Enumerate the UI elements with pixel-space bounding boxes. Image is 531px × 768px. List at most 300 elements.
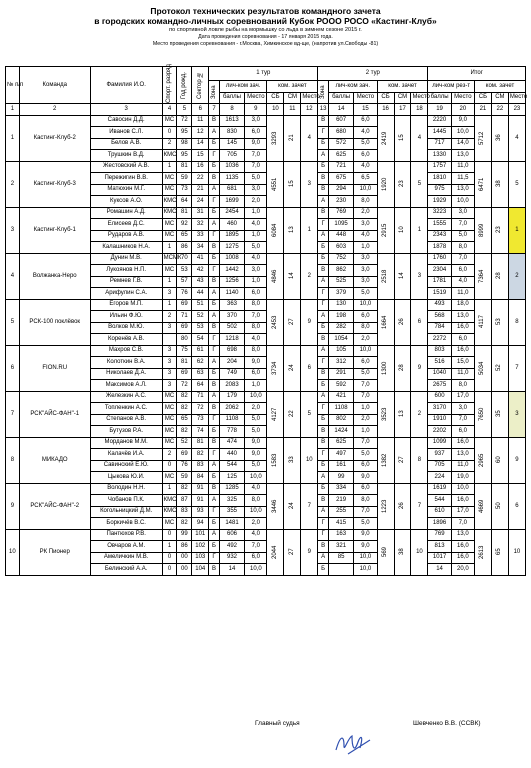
member-sector: 53 — [192, 322, 209, 334]
balls-1: 2062 — [219, 403, 244, 415]
member-sector: 73 — [192, 414, 209, 426]
balls-1: 1135 — [219, 173, 244, 185]
zone-2: Б — [318, 460, 329, 472]
team-name: Волжанка-Неро — [19, 253, 90, 299]
team-sb-2: 2419 — [377, 115, 394, 161]
total-place: 7,0 — [451, 414, 474, 426]
total-place: 19,0 — [451, 472, 474, 484]
place-1: 4,0 — [245, 483, 267, 495]
place-1: 8,0 — [245, 495, 267, 507]
column-number: 7 — [209, 104, 220, 116]
member-rank: КМС — [162, 506, 177, 518]
total-place: 6,0 — [451, 426, 474, 438]
total-place: 13,0 — [451, 449, 474, 461]
judge-signature-icon — [330, 728, 380, 758]
total-balls: 1760 — [428, 253, 451, 265]
member-year: 95 — [177, 127, 192, 139]
member-sector: 14 — [192, 138, 209, 150]
place-2: 6,0 — [354, 311, 377, 323]
column-number: 13 — [318, 104, 329, 116]
total-place: 17,0 — [451, 391, 474, 403]
zone-2: В — [318, 265, 329, 277]
team-place-2: 3 — [411, 253, 428, 299]
member-name: Бутузов Р.А. — [90, 426, 162, 438]
member-name: Боркичёв В.С. — [90, 518, 162, 530]
place-2: 7,0 — [354, 506, 377, 518]
zone-1: Б — [209, 541, 220, 553]
place-2: 1,0 — [354, 242, 377, 254]
member-sector: 21 — [192, 184, 209, 196]
team-place-1: 1 — [301, 207, 318, 253]
balls-2: 99 — [328, 472, 353, 484]
team-sm-total: 60 — [491, 437, 508, 483]
place-2: 2,0 — [354, 334, 377, 346]
col-year: Год рожд. — [177, 67, 192, 104]
col-sb-2: СБ — [377, 92, 394, 104]
place-1: 7,0 — [245, 161, 267, 173]
member-year: 72 — [177, 380, 192, 392]
zone-1: А — [209, 460, 220, 472]
place-2: 7,0 — [354, 437, 377, 449]
balls-2: 294 — [328, 184, 353, 196]
member-year: 76 — [177, 288, 192, 300]
member-rank: 2 — [162, 449, 177, 461]
member-name: Топленкин А.С. — [90, 403, 162, 415]
col-name: Фамилия И.О. — [90, 67, 162, 104]
document-header — [0, 0, 531, 48]
total-balls: 600 — [428, 391, 451, 403]
zone-1: Г — [209, 334, 220, 346]
total-balls: 1519 — [428, 288, 451, 300]
team-sm-2: 27 — [394, 437, 411, 483]
member-sector: 44 — [192, 288, 209, 300]
zone-2: Г — [318, 357, 329, 369]
zone-1: Г — [209, 449, 220, 461]
member-sector: 32 — [192, 219, 209, 231]
team-final-place: 4 — [508, 115, 525, 161]
total-balls: 2220 — [428, 115, 451, 127]
member-rank: КМС — [162, 196, 177, 208]
team-sm-total: 23 — [491, 207, 508, 253]
member-sector: 43 — [192, 276, 209, 288]
member-year: 86 — [177, 242, 192, 254]
col-tour2: 2 тур — [318, 67, 428, 81]
place-2: 2,0 — [354, 414, 377, 426]
total-place: 10,0 — [451, 127, 474, 139]
zone-2: Г — [318, 288, 329, 300]
zone-2: В — [318, 426, 329, 438]
total-balls: 1619 — [428, 483, 451, 495]
total-balls: 3223 — [428, 207, 451, 219]
total-place: 10,0 — [451, 483, 474, 495]
member-name: Жестовский А.В. — [90, 161, 162, 173]
column-number: 20 — [451, 104, 474, 116]
team-sm-total: 35 — [491, 391, 508, 437]
place-1: 7,0 — [245, 150, 267, 162]
total-balls: 2272 — [428, 334, 451, 346]
total-place: 7,0 — [451, 253, 474, 265]
zone-2: Г — [318, 127, 329, 139]
member-year: 69 — [177, 449, 192, 461]
team-place-2: 10 — [411, 529, 428, 575]
team-sm-total: 38 — [491, 161, 508, 207]
place-1: 1,0 — [245, 230, 267, 242]
member-rank: МС — [162, 472, 177, 484]
member-name: Морданов М.М. — [90, 437, 162, 449]
member-sector: 104 — [192, 564, 209, 576]
balls-1: 705 — [219, 150, 244, 162]
member-rank: 1 — [162, 541, 177, 553]
zone-2: Г — [318, 529, 329, 541]
zone-1: Б — [209, 253, 220, 265]
member-sector: 102 — [192, 541, 209, 553]
total-place: 3,0 — [451, 403, 474, 415]
total-balls: 1910 — [428, 414, 451, 426]
column-number: 5 — [177, 104, 192, 116]
column-number: 15 — [354, 104, 377, 116]
team-place-2: 7 — [411, 483, 428, 529]
zone-1: В — [209, 380, 220, 392]
place-1: 3,0 — [245, 184, 267, 196]
member-rank: 3 — [162, 322, 177, 334]
member-sector: 42 — [192, 265, 209, 277]
total-balls: 610 — [428, 506, 451, 518]
zone-1: А — [209, 357, 220, 369]
balls-1: 363 — [219, 299, 244, 311]
total-balls: 769 — [428, 529, 451, 541]
team-place-1: 5 — [301, 391, 318, 437]
team-place-1: 10 — [301, 437, 318, 483]
member-sector: 91 — [192, 483, 209, 495]
team-number: 4 — [6, 253, 20, 299]
table-row — [6, 207, 526, 219]
place-2: 6,5 — [354, 173, 377, 185]
member-rank: 1 — [162, 161, 177, 173]
col-place-2: Место — [354, 92, 377, 104]
col-personal-1: лич-ком зач. — [219, 81, 267, 93]
team-number: 1 — [6, 115, 20, 161]
col-sb-1: СБ — [267, 92, 284, 104]
member-rank: КМС — [162, 150, 177, 162]
total-balls: 2202 — [428, 426, 451, 438]
total-balls: 3170 — [428, 403, 451, 415]
member-sector: 81 — [192, 437, 209, 449]
zone-2: А — [318, 391, 329, 403]
balls-2: 525 — [328, 276, 353, 288]
member-name: Иванов С.Л. — [90, 127, 162, 139]
total-place: 16,0 — [451, 345, 474, 357]
team-sm-total: 28 — [491, 253, 508, 299]
team-place-1: 4 — [301, 115, 318, 161]
member-sector: 103 — [192, 552, 209, 564]
total-place: 11,0 — [451, 161, 474, 173]
total-place: 18,0 — [451, 299, 474, 311]
zone-2: Б — [318, 242, 329, 254]
balls-2: 603 — [328, 242, 353, 254]
place-2: 5,0 — [354, 449, 377, 461]
document-title: Протокол технических результатов командного зачета — [150, 6, 381, 16]
balls-1: 14 — [219, 564, 244, 576]
balls-1: 1275 — [219, 242, 244, 254]
member-rank: МС — [162, 173, 177, 185]
zone-1: В — [209, 115, 220, 127]
header-line-2: в городских командно-личных соревнований Кубок РООО РОСО «Кастинг-Клуб» — [94, 16, 437, 26]
total-balls: 224 — [428, 472, 451, 484]
total-balls: 1445 — [428, 127, 451, 139]
team-sm-1: 15 — [284, 161, 301, 207]
member-year: 87 — [177, 495, 192, 507]
team-sb-2: 2915 — [377, 207, 394, 253]
balls-1: 125 — [219, 472, 244, 484]
total-place: 15,0 — [451, 357, 474, 369]
zone-1: В — [209, 403, 220, 415]
member-rank — [162, 334, 177, 346]
team-name: МИКАДО — [19, 437, 90, 483]
zone-2: Г — [318, 219, 329, 231]
zone-2: А — [318, 345, 329, 357]
column-number: 3 — [90, 104, 162, 116]
col-place-1: Место — [245, 92, 267, 104]
table-row — [6, 253, 526, 265]
col-zone-1: Зона — [209, 81, 220, 104]
member-rank: МС — [162, 230, 177, 242]
member-sector: 61 — [192, 345, 209, 357]
member-sector: 22 — [192, 173, 209, 185]
team-sm-total: 50 — [491, 483, 508, 529]
zone-1: Г — [209, 414, 220, 426]
place-1: 5,0 — [245, 460, 267, 472]
team-sm-1: 27 — [284, 299, 301, 345]
zone-1: Г — [209, 345, 220, 357]
zone-2: В — [318, 541, 329, 553]
total-balls: 1099 — [428, 437, 451, 449]
col-teamscore-t: ком. зачет — [474, 81, 525, 93]
team-final-place: 3 — [508, 391, 525, 437]
member-name: Ромашин А.Д. — [90, 207, 162, 219]
team-sm-2: 14 — [394, 253, 411, 299]
member-name: Белов А.В. — [90, 138, 162, 150]
total-place: 5,0 — [451, 230, 474, 242]
total-balls: 1896 — [428, 518, 451, 530]
place-2: 3,0 — [354, 219, 377, 231]
team-place-2: 6 — [411, 299, 428, 345]
total-balls: 1040 — [428, 368, 451, 380]
member-rank: МС — [162, 437, 177, 449]
place-1: 7,0 — [245, 541, 267, 553]
col-sm-1: СМ — [284, 92, 301, 104]
member-name: Егоров М.П. — [90, 299, 162, 311]
zone-2: Б — [318, 322, 329, 334]
zone-1: А — [209, 311, 220, 323]
total-balls: 1555 — [428, 219, 451, 231]
member-year: 99 — [177, 529, 192, 541]
zone-2: Б — [318, 380, 329, 392]
col-personal-2: лич-ком зач. — [328, 81, 377, 93]
column-number: 1 — [6, 104, 20, 116]
team-name: Кастинг-Клуб-2 — [19, 115, 90, 161]
member-year: 95 — [177, 150, 192, 162]
team-sm-total: 65 — [491, 529, 508, 575]
team-sb-1: 3734 — [267, 345, 284, 391]
balls-2: 105 — [328, 345, 353, 357]
column-number: 8 — [219, 104, 244, 116]
team-final-place: 7 — [508, 345, 525, 391]
member-rank: МС — [162, 265, 177, 277]
table-row — [6, 391, 526, 403]
column-number: 9 — [245, 104, 267, 116]
member-year: 57 — [177, 276, 192, 288]
total-place: 11,0 — [451, 460, 474, 472]
place-1: 4,0 — [245, 334, 267, 346]
member-name: Коренёв А.В. — [90, 334, 162, 346]
member-year: 82 — [177, 426, 192, 438]
balls-1: 1218 — [219, 334, 244, 346]
team-name: Кастинг-Клуб-3 — [19, 161, 90, 207]
member-year: 86 — [177, 541, 192, 553]
team-sm-total: 36 — [491, 115, 508, 161]
team-sb-total: 5712 — [474, 115, 491, 161]
member-year: 72 — [177, 115, 192, 127]
member-name: Овчаров А.М. — [90, 541, 162, 553]
total-balls: 705 — [428, 460, 451, 472]
member-sector: 101 — [192, 529, 209, 541]
team-sm-1: 14 — [284, 253, 301, 299]
place-1: 8,0 — [245, 322, 267, 334]
team-name: РСК"АЙС-ФАН"-2 — [19, 483, 90, 529]
place-1: 2,0 — [245, 518, 267, 530]
column-number: 10 — [267, 104, 284, 116]
zone-2: Б — [318, 253, 329, 265]
total-balls: 1757 — [428, 161, 451, 173]
place-2: 6,0 — [354, 483, 377, 495]
place-2: 8,0 — [354, 495, 377, 507]
zone-1: Б — [209, 138, 220, 150]
member-sector: 63 — [192, 368, 209, 380]
team-sm-total: 52 — [491, 345, 508, 391]
team-place-2: 2 — [411, 391, 428, 437]
team-place-2: 5 — [411, 161, 428, 207]
zone-1: А — [209, 184, 220, 196]
zone-2: А — [318, 311, 329, 323]
team-sb-total: 2965 — [474, 437, 491, 483]
column-number-row — [6, 104, 526, 116]
place-1: 6,0 — [245, 288, 267, 300]
total-place: 11,0 — [451, 288, 474, 300]
balls-1: 492 — [219, 541, 244, 553]
place-1: 4,0 — [245, 529, 267, 541]
place-2: 6,0 — [354, 115, 377, 127]
balls-2: 572 — [328, 138, 353, 150]
place-2: 6,0 — [354, 460, 377, 472]
place-1: 9,0 — [245, 437, 267, 449]
member-year: 82 — [177, 403, 192, 415]
zone-2: Г — [318, 403, 329, 415]
zone-1: В — [209, 173, 220, 185]
zone-1: Б — [209, 426, 220, 438]
table-row — [6, 345, 526, 357]
zone-2: А — [318, 472, 329, 484]
balls-2: 219 — [328, 495, 353, 507]
balls-1: 1256 — [219, 276, 244, 288]
zone-2: В — [318, 115, 329, 127]
total-place: 13,0 — [451, 184, 474, 196]
col-balls-1: баллы — [219, 92, 244, 104]
column-number: 17 — [394, 104, 411, 116]
zone-1: Г — [209, 552, 220, 564]
member-name: Николаев Д.А. — [90, 368, 162, 380]
member-name: Чобанов П.К. — [90, 495, 162, 507]
total-place: 4,0 — [451, 276, 474, 288]
place-2: 9,0 — [354, 472, 377, 484]
balls-2: 752 — [328, 253, 353, 265]
member-name: Рударов А.В. — [90, 230, 162, 242]
team-name: РСК"АЙС-ФАН"-1 — [19, 391, 90, 437]
total-place: 11,5 — [451, 173, 474, 185]
team-sm-2: 23 — [394, 161, 411, 207]
balls-2: 721 — [328, 161, 353, 173]
place-1: 9,0 — [245, 138, 267, 150]
balls-1: 1140 — [219, 288, 244, 300]
total-place: 10,0 — [451, 196, 474, 208]
total-balls: 2675 — [428, 380, 451, 392]
total-place: 13,0 — [451, 311, 474, 323]
col-sector: Сектор № — [192, 67, 209, 104]
col-tplace-t: Место — [508, 92, 525, 104]
team-number: 9 — [6, 483, 20, 529]
zone-2: Б — [318, 414, 329, 426]
team-place-2: 8 — [411, 437, 428, 483]
member-name: Ильин Ф.Ю. — [90, 311, 162, 323]
total-place: 16,0 — [451, 495, 474, 507]
team-sm-1: 22 — [284, 391, 301, 437]
judge-name: Шевченко В.В. (ССВК) — [413, 720, 481, 727]
team-sb-1: 2044 — [267, 529, 284, 575]
member-sector: 64 — [192, 380, 209, 392]
member-year: 52 — [177, 437, 192, 449]
team-sb-total: 5034 — [474, 345, 491, 391]
total-place: 6,0 — [451, 334, 474, 346]
member-year: 65 — [177, 230, 192, 242]
member-year: 00 — [177, 552, 192, 564]
team-final-place: 6 — [508, 483, 525, 529]
column-number: 19 — [428, 104, 451, 116]
member-year: 76 — [177, 460, 192, 472]
total-place: 13,0 — [451, 529, 474, 541]
place-1: 10,0 — [245, 506, 267, 518]
member-sector: 16 — [192, 161, 209, 173]
member-rank: МС — [162, 518, 177, 530]
team-sb-total: 8999 — [474, 207, 491, 253]
total-balls: 717 — [428, 138, 451, 150]
team-sb-1: 2453 — [267, 299, 284, 345]
member-name: Лукоянов Н.П. — [90, 265, 162, 277]
zone-2: В — [318, 437, 329, 449]
balls-1: 932 — [219, 552, 244, 564]
col-sm-2: СМ — [394, 92, 411, 104]
member-rank: 0 — [162, 552, 177, 564]
balls-1: 1285 — [219, 483, 244, 495]
zone-1: В — [209, 242, 220, 254]
place-1: 4,0 — [245, 253, 267, 265]
place-1: 6,0 — [245, 127, 267, 139]
col-teamscore-1: ком. зачет — [267, 81, 318, 93]
balls-2: 85 — [328, 552, 353, 564]
member-sector: 11 — [192, 115, 209, 127]
balls-2: 497 — [328, 449, 353, 461]
member-year: 53 — [177, 265, 192, 277]
member-sector: 12 — [192, 127, 209, 139]
zone-2: В — [318, 334, 329, 346]
